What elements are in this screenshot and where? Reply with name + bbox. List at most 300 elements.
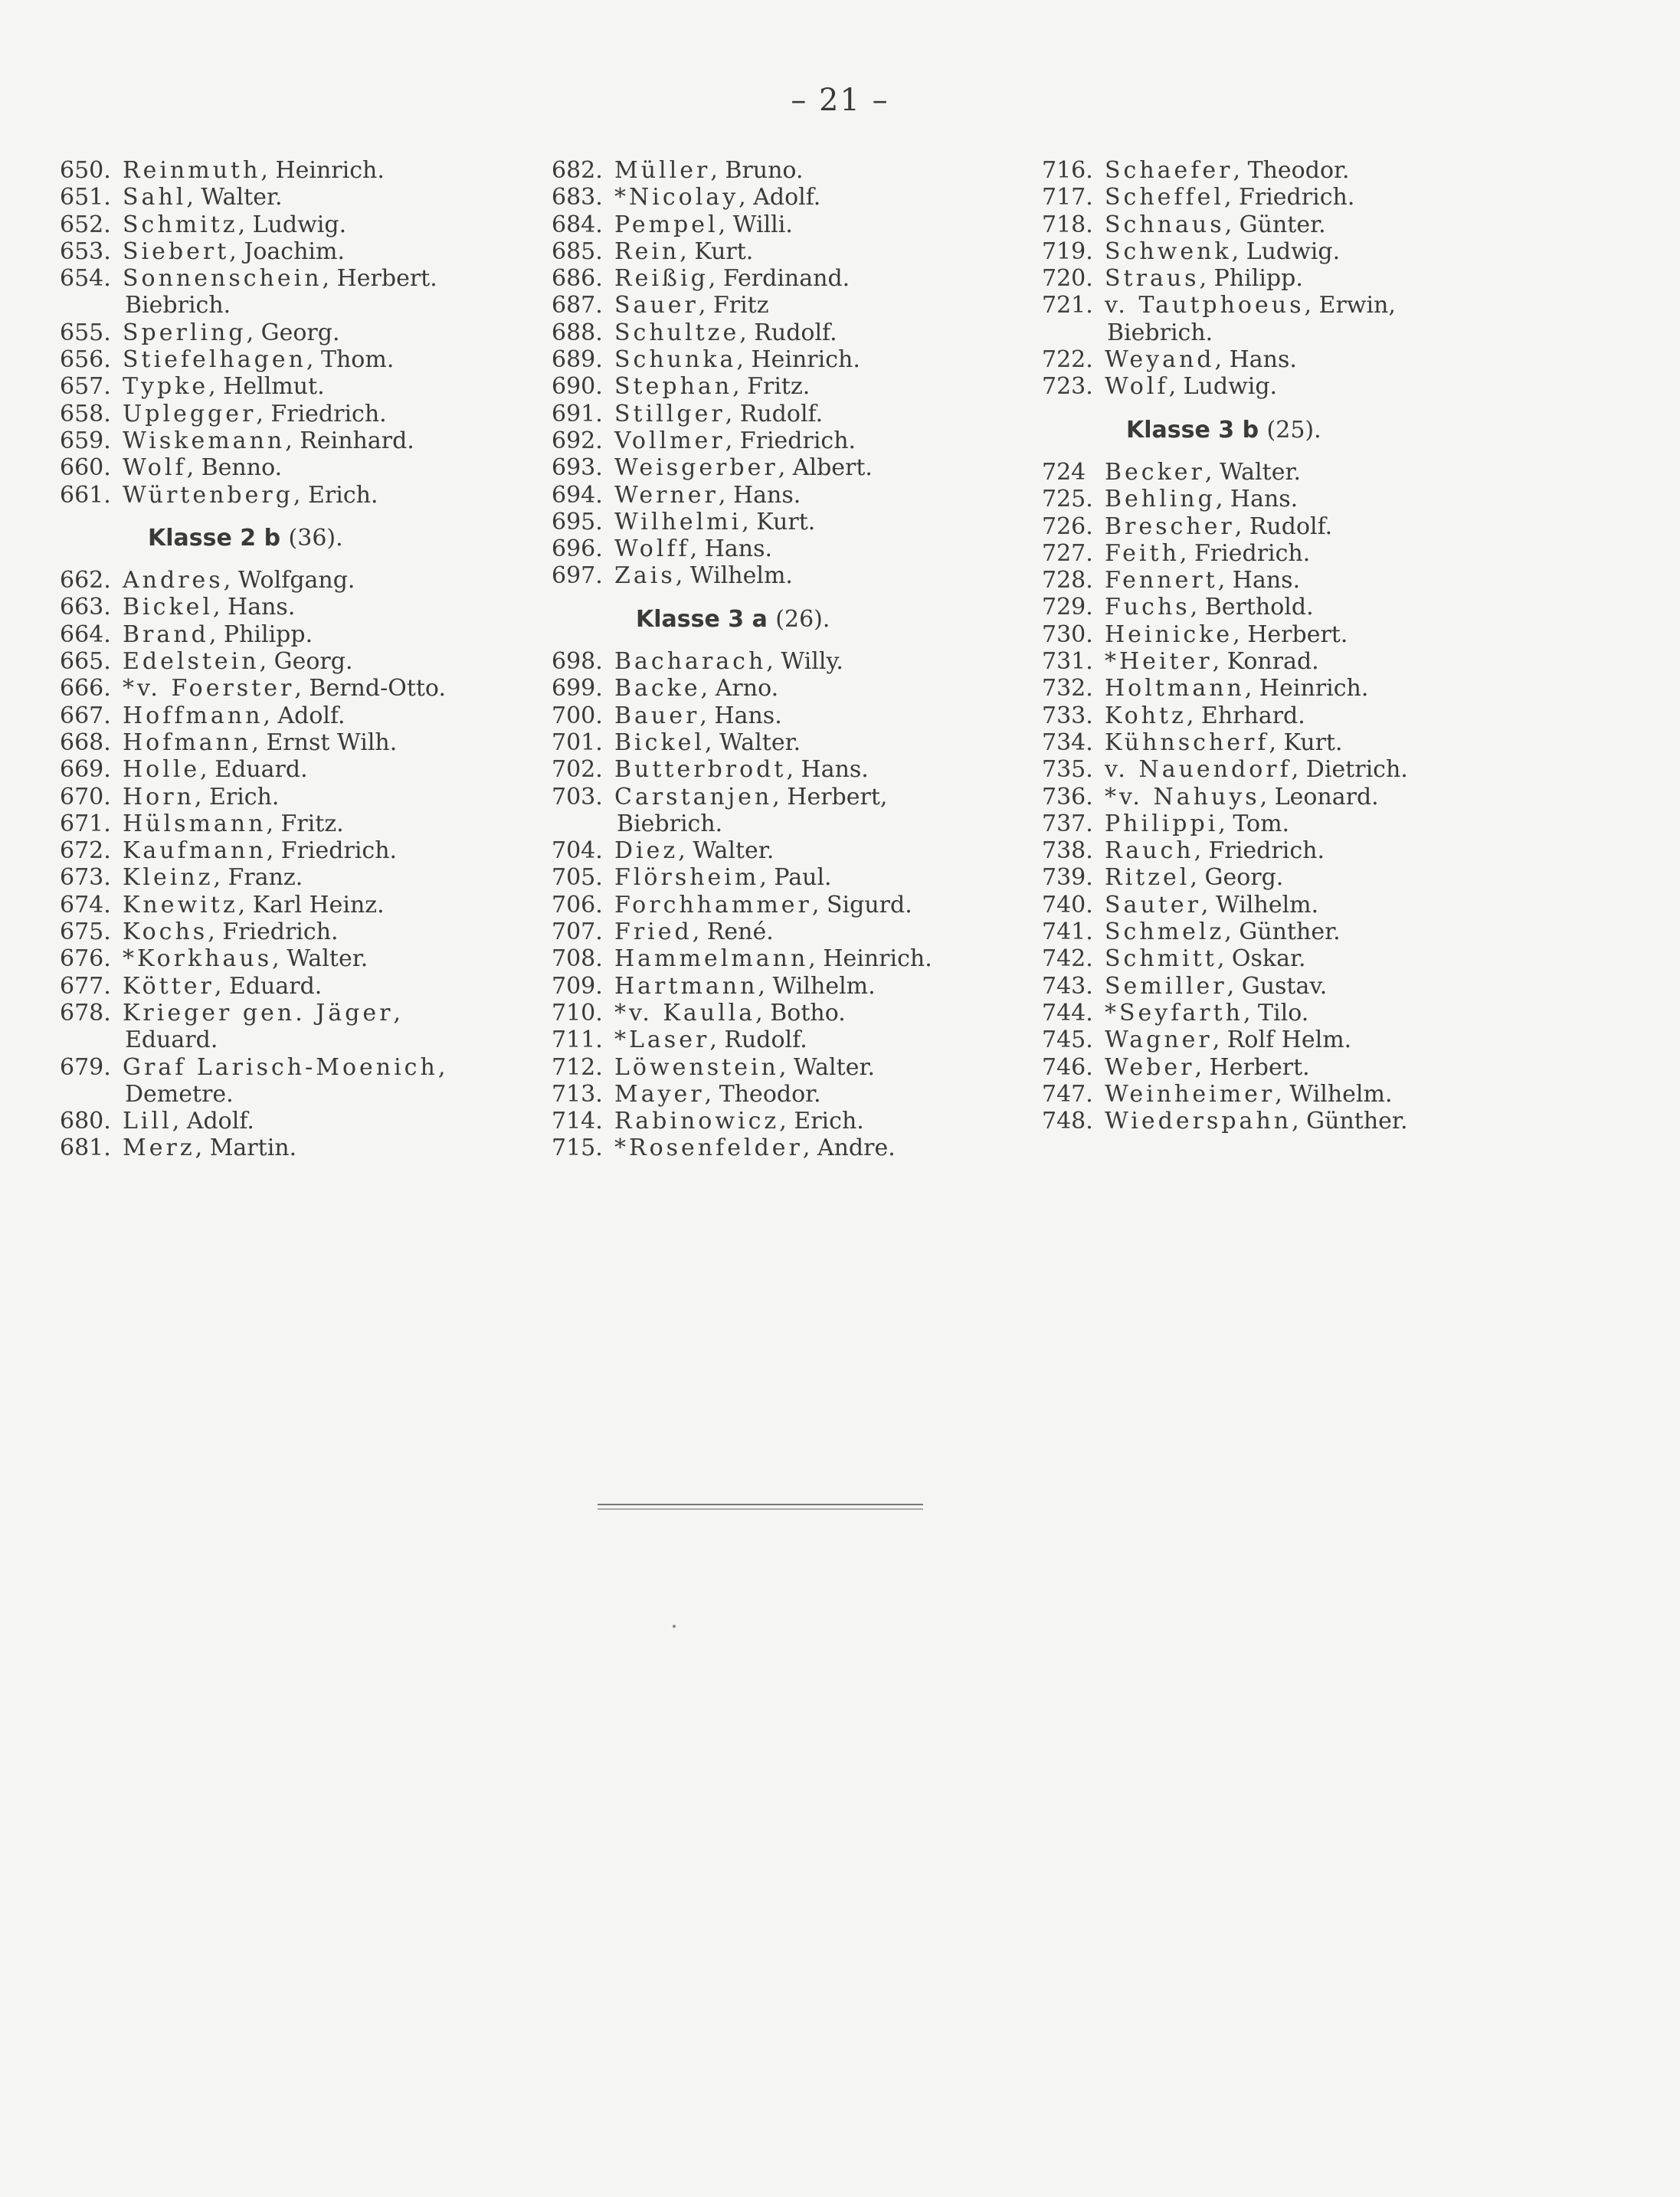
entry-given-name: , Tom. xyxy=(1218,810,1290,837)
entry-surname: Wiederspahn xyxy=(1105,1108,1292,1135)
entry-number: 744. xyxy=(1042,999,1093,1026)
entry-surname: Lill xyxy=(123,1108,172,1135)
entry-surname: Merz xyxy=(123,1135,195,1162)
list-item xyxy=(552,864,932,891)
class-heading xyxy=(1042,417,1408,444)
entry-surname: Typke xyxy=(123,373,209,401)
entry-number: 732. xyxy=(1042,675,1093,702)
list-item xyxy=(60,837,446,864)
entry-surname: Hartmann xyxy=(614,972,758,1000)
list-item xyxy=(552,892,932,918)
list-item xyxy=(1042,459,1408,486)
list-item xyxy=(60,675,446,702)
entry-given-name: , Hans. xyxy=(718,481,801,509)
entry-given-name: , Leonard. xyxy=(1259,783,1379,810)
entry-given-name: , Günther. xyxy=(1292,1108,1408,1135)
list-item xyxy=(1042,567,1408,594)
entry-number: 677. xyxy=(60,972,111,1000)
entry-surname: Philippi xyxy=(1105,810,1219,837)
entry-given-name: , Friedrich. xyxy=(256,400,387,427)
entry-given-name: , Heinrich. xyxy=(736,346,860,374)
entry-number: 664. xyxy=(60,620,111,648)
list-item xyxy=(60,373,446,400)
list-item xyxy=(552,837,932,864)
class-heading-title: Klasse 3 b xyxy=(1126,416,1259,444)
entry-number: 658. xyxy=(60,400,111,427)
entry-surname: Bickel xyxy=(614,729,705,756)
list-item xyxy=(552,346,932,373)
entry-given-name: , Theodor. xyxy=(704,1080,821,1108)
entry-surname: Kötter xyxy=(123,972,215,1000)
entry-surname: Fried xyxy=(614,918,693,946)
entry-number: 665. xyxy=(60,648,111,676)
entry-given-name: , Karl Heinz. xyxy=(237,891,385,918)
entry-given-name: , Franz. xyxy=(213,864,303,892)
entry-given-name: , Reinhard. xyxy=(285,427,414,454)
entry-surname: *v. Nahuys xyxy=(1105,783,1260,810)
entry-given-name: , Adolf. xyxy=(738,184,821,211)
list-item xyxy=(1042,1000,1408,1026)
entry-surname: Sonnenschein xyxy=(123,265,323,293)
entry-number: 740. xyxy=(1042,891,1093,918)
entry-given-name: , Friedrich. xyxy=(1223,184,1355,211)
entry-given-name: , Ferdinand. xyxy=(708,265,850,293)
entry-number: 718. xyxy=(1042,211,1093,238)
entry-surname: Brand xyxy=(123,620,209,648)
entry-given-name: , Kurt. xyxy=(1269,729,1343,756)
entry-number: 656. xyxy=(60,346,111,374)
entry-surname: Wolf xyxy=(1105,373,1169,401)
entry-given-name: , Wilhelm. xyxy=(1275,1080,1393,1108)
entry-given-name: , Ludwig. xyxy=(1168,373,1278,401)
entry-number: 669. xyxy=(60,756,111,784)
entry-surname: Bickel xyxy=(123,594,213,621)
entry-surname: Holtmann xyxy=(1105,675,1245,702)
entry-surname: Stephan xyxy=(614,373,733,401)
list-item xyxy=(60,157,446,184)
entry-number: 715. xyxy=(552,1135,603,1162)
list-item xyxy=(60,567,446,594)
entry-given-name: , Thom. xyxy=(306,346,395,374)
entry-given-name: , Albert. xyxy=(778,454,873,482)
entry-number: 651. xyxy=(60,184,111,211)
entry-given-name: , Sigurd. xyxy=(811,891,912,918)
list-item xyxy=(1042,1054,1408,1081)
list-item xyxy=(552,1108,932,1135)
entry-number: 733. xyxy=(1042,702,1093,729)
entry-surname: Weisgerber xyxy=(614,454,778,482)
entry-surname: *Laser xyxy=(614,1026,710,1054)
entry-number: 662. xyxy=(60,567,111,594)
entry-given-name: , Herbert, xyxy=(772,783,888,810)
entry-number: 681. xyxy=(60,1135,111,1162)
list-item xyxy=(60,810,446,837)
entry-number: 698. xyxy=(552,648,603,676)
entry-number: 699. xyxy=(552,675,603,702)
entry-surname: Graf Larisch-Moenich xyxy=(123,1053,438,1081)
entry-number: 745. xyxy=(1042,1026,1093,1054)
entry-number: 706. xyxy=(552,891,603,918)
entry-number: 734. xyxy=(1042,729,1093,756)
entry-surname: Weber xyxy=(1105,1053,1195,1081)
list-item xyxy=(1042,756,1408,783)
list-item xyxy=(552,292,932,319)
class-heading-count: (36). xyxy=(288,524,343,552)
entry-given-name: , Wolfgang. xyxy=(223,567,355,594)
entry-number: 721. xyxy=(1042,292,1093,319)
list-item xyxy=(1042,648,1408,675)
entry-number: 660. xyxy=(60,454,111,482)
entry-surname: Schultze xyxy=(614,319,740,346)
entry-surname: Flörsheim xyxy=(614,864,760,892)
list-item xyxy=(60,238,446,265)
entry-number: 683. xyxy=(552,184,603,211)
entry-number: 717. xyxy=(1042,184,1093,211)
entry-number: 747. xyxy=(1042,1080,1093,1108)
entry-given-name: , Tilo. xyxy=(1243,999,1309,1026)
entry-number: 678. xyxy=(60,999,111,1026)
list-item xyxy=(552,427,932,454)
list-item xyxy=(60,973,446,1000)
entry-given-name: , Hans. xyxy=(786,756,869,784)
entry-given-name: , Georg. xyxy=(246,319,340,346)
entry-surname: Wagner xyxy=(1105,1026,1213,1054)
entry-given-name: , René. xyxy=(692,918,774,946)
list-item xyxy=(1042,265,1408,292)
entry-number: 697. xyxy=(552,562,603,590)
entry-number: 690. xyxy=(552,373,603,401)
entry-surname: *Nicolay xyxy=(614,184,739,211)
entry-given-name: , Martin. xyxy=(195,1135,297,1162)
entry-number: 652. xyxy=(60,211,111,238)
entry-surname: *v. Kaulla xyxy=(614,999,756,1026)
column-2 xyxy=(552,157,932,1162)
list-item xyxy=(60,346,446,373)
entry-given-name: , Walter. xyxy=(1204,458,1302,486)
entry-number: 743. xyxy=(1042,972,1093,1000)
entry-given-name: , Wilhelm. xyxy=(1200,891,1319,918)
entry-surname: Mayer xyxy=(614,1080,705,1108)
class-heading xyxy=(60,525,446,552)
list-item xyxy=(552,1054,932,1081)
entry-given-name: , Benno. xyxy=(186,454,283,482)
entry-number: 724 xyxy=(1042,458,1086,486)
entry-surname: Scheffel xyxy=(1105,184,1224,211)
list-item xyxy=(1042,837,1408,864)
entry-continuation: Demetre. xyxy=(125,1080,234,1108)
entry-number: 736. xyxy=(1042,783,1093,810)
entry-surname: Edelstein xyxy=(123,648,260,676)
entry-surname: Hoffmann xyxy=(123,702,264,729)
entry-surname: Becker xyxy=(1105,458,1205,486)
entry-number: 729. xyxy=(1042,594,1093,621)
entry-given-name: , Hans. xyxy=(699,702,782,729)
entry-given-name: , Willy. xyxy=(766,648,843,676)
list-item xyxy=(552,729,932,756)
list-item xyxy=(552,238,932,265)
entry-surname: Bacharach xyxy=(614,648,767,676)
list-item xyxy=(1042,702,1408,729)
entry-surname: Krieger gen. Jäger xyxy=(123,999,394,1026)
entry-number: 716. xyxy=(1042,157,1093,184)
entry-given-name: , Fritz. xyxy=(266,810,344,837)
entry-number: 657. xyxy=(60,373,111,401)
entry-surname: Kaufmann xyxy=(123,837,267,865)
entry-number: 707. xyxy=(552,918,603,946)
entry-given-name: , Rolf Helm. xyxy=(1212,1026,1352,1054)
entry-surname: Rein xyxy=(614,237,680,265)
entry-surname: Backe xyxy=(614,675,701,702)
entry-surname: Schmitt xyxy=(1105,945,1217,973)
list-item xyxy=(552,945,932,972)
entry-given-name: , xyxy=(393,999,401,1026)
entry-surname: Schwenk xyxy=(1105,237,1232,265)
entry-surname: Schnaus xyxy=(1105,211,1225,238)
entry-number: 703. xyxy=(552,783,603,810)
entry-given-name: , Fritz xyxy=(698,292,769,319)
entry-number: 661. xyxy=(60,481,111,509)
entry-surname: *Rosenfelder xyxy=(614,1135,803,1162)
entry-given-name: , Willi. xyxy=(718,211,793,238)
entry-given-name: , Ernst Wilh. xyxy=(251,729,398,756)
entry-surname: Wolf xyxy=(123,454,187,482)
entry-given-name: , Friedrich. xyxy=(266,837,398,865)
entry-surname: Hofmann xyxy=(123,729,252,756)
entry-given-name: , Hellmut. xyxy=(208,373,325,401)
entry-number: 654. xyxy=(60,265,111,293)
entry-number: 682. xyxy=(552,157,603,184)
list-item xyxy=(60,918,446,945)
entry-given-name: , Ludwig. xyxy=(237,211,347,238)
entry-given-name: , xyxy=(437,1053,446,1081)
entry-number: 723. xyxy=(1042,373,1093,401)
list-item xyxy=(60,211,446,238)
entry-surname: Holle xyxy=(123,756,201,784)
entry-continuation: Eduard. xyxy=(125,1026,218,1054)
entry-number: 748. xyxy=(1042,1108,1093,1135)
entry-number: 670. xyxy=(60,783,111,810)
entry-given-name: , Rudolf. xyxy=(1234,512,1333,540)
entry-given-name: , Adolf. xyxy=(172,1108,254,1135)
entry-given-name: , Heinrich. xyxy=(808,945,932,973)
page-number: – 21 – xyxy=(791,83,889,118)
list-item xyxy=(60,427,446,454)
entry-surname: Knewitz xyxy=(123,891,238,918)
entry-given-name: , Joachim. xyxy=(229,237,345,265)
entry-given-name: , Oskar. xyxy=(1217,945,1306,973)
entry-given-name: , Rudolf. xyxy=(725,400,824,427)
entry-given-name: , Arno. xyxy=(700,675,779,702)
entry-number: 674. xyxy=(60,891,111,918)
entry-surname: Wolff xyxy=(614,535,690,563)
entry-number: 710. xyxy=(552,999,603,1026)
entry-surname: Sperling xyxy=(123,319,247,346)
entry-given-name: , Günther. xyxy=(1224,918,1341,946)
list-item xyxy=(60,621,446,648)
list-item xyxy=(60,1108,446,1135)
list-item xyxy=(552,1026,932,1053)
entry-surname: Schaefer xyxy=(1105,157,1233,184)
entry-surname: v. Tautphoeus xyxy=(1105,292,1305,319)
entry-surname: Pempel xyxy=(614,211,719,238)
class-heading xyxy=(552,606,932,633)
entry-given-name: , Walter. xyxy=(186,184,283,211)
entry-surname: Uplegger xyxy=(123,400,257,427)
list-item xyxy=(552,401,932,427)
entry-surname: *v. Foerster xyxy=(123,675,295,702)
entry-given-name: , Hans. xyxy=(1217,567,1301,594)
entry-given-name: , Heinrich. xyxy=(260,157,385,184)
entry-surname: Weinheimer xyxy=(1105,1080,1276,1108)
list-item xyxy=(60,319,446,346)
entry-number: 728. xyxy=(1042,567,1093,594)
list-item xyxy=(1042,157,1408,184)
entry-surname: Siebert xyxy=(123,237,230,265)
list-item xyxy=(60,864,446,891)
entry-number: 696. xyxy=(552,535,603,563)
entry-surname: Fennert xyxy=(1105,567,1218,594)
list-item xyxy=(1042,973,1408,1000)
entry-given-name: , Hans. xyxy=(1215,486,1298,513)
entry-continuation: Biebrich. xyxy=(1107,319,1213,346)
entry-number: 693. xyxy=(552,454,603,482)
list-item xyxy=(1042,373,1408,400)
entry-number: 667. xyxy=(60,702,111,729)
entry-surname: Kohtz xyxy=(1105,702,1187,729)
list-item xyxy=(1042,540,1408,567)
entry-number: 701. xyxy=(552,729,603,756)
entry-number: 730. xyxy=(1042,620,1093,648)
entry-surname: Carstanjen xyxy=(614,783,773,810)
entry-number: 694. xyxy=(552,481,603,509)
entry-number: 685. xyxy=(552,237,603,265)
entry-given-name: , Georg. xyxy=(1190,864,1284,892)
list-item xyxy=(1042,184,1408,211)
entry-surname: v. Nauendorf xyxy=(1105,756,1292,784)
entry-number: 686. xyxy=(552,265,603,293)
entry-number: 668. xyxy=(60,729,111,756)
entry-surname: Hülsmann xyxy=(123,810,267,837)
list-item xyxy=(1042,238,1408,265)
list-item xyxy=(60,1135,446,1161)
entry-surname: Butterbrodt xyxy=(614,756,787,784)
entry-number: 741. xyxy=(1042,918,1093,946)
entry-number: 708. xyxy=(552,945,603,973)
entry-number: 739. xyxy=(1042,864,1093,892)
entry-surname: Löwenstein xyxy=(614,1053,779,1081)
list-item xyxy=(1042,594,1408,620)
list-item xyxy=(1042,729,1408,756)
entry-given-name: , Fritz. xyxy=(732,373,811,401)
entry-given-name: , Walter. xyxy=(778,1053,876,1081)
entry-given-name: , Philipp. xyxy=(208,620,313,648)
entry-continuation: Biebrich. xyxy=(125,292,231,319)
entry-surname: Sauter xyxy=(1105,891,1201,918)
entry-surname: Kochs xyxy=(123,918,208,946)
entry-given-name: , Adolf. xyxy=(263,702,345,729)
entry-number: 679. xyxy=(60,1053,111,1081)
entry-surname: Weyand xyxy=(1105,346,1215,374)
entry-given-name: , Wilhelm. xyxy=(675,562,793,590)
entry-given-name: , Kurt. xyxy=(742,508,816,535)
entry-surname: Semiller xyxy=(1105,972,1227,1000)
entry-number: 680. xyxy=(60,1108,111,1135)
entry-given-name: , Walter. xyxy=(272,945,368,973)
entry-given-name: , Friedrich. xyxy=(1194,837,1325,865)
entry-surname: Forchhammer xyxy=(614,891,812,918)
entry-given-name: , Eduard. xyxy=(214,972,323,1000)
entry-number: 659. xyxy=(60,427,111,454)
list-item xyxy=(60,784,446,810)
list-item xyxy=(1042,486,1408,512)
list-item xyxy=(552,918,932,945)
list-item xyxy=(1042,211,1408,238)
entry-surname: Stiefelhagen xyxy=(123,346,306,374)
list-item xyxy=(60,648,446,675)
entry-given-name: , Philipp. xyxy=(1199,265,1303,293)
list-item xyxy=(1042,864,1408,891)
double-rule-divider xyxy=(598,1504,923,1510)
entry-given-name: , Wilhelm. xyxy=(758,972,876,1000)
entry-given-name: , Friedrich. xyxy=(208,918,339,946)
entry-number: 663. xyxy=(60,594,111,621)
entry-surname: Schmelz xyxy=(1105,918,1225,946)
entry-surname: Feith xyxy=(1105,539,1180,567)
entry-number: 709. xyxy=(552,972,603,1000)
entry-number: 691. xyxy=(552,400,603,427)
entry-surname: Behling xyxy=(1105,486,1216,513)
entry-surname: Rabinowicz xyxy=(614,1108,780,1135)
list-item xyxy=(60,756,446,783)
entry-given-name: , Rudolf. xyxy=(709,1026,807,1054)
list-item xyxy=(552,756,932,783)
entry-number: 702. xyxy=(552,756,603,784)
entry-number: 671. xyxy=(60,810,111,837)
entry-given-name: , Herbert. xyxy=(1194,1053,1310,1081)
entry-surname: Andres xyxy=(123,567,224,594)
list-item xyxy=(60,729,446,756)
entry-number: 687. xyxy=(552,292,603,319)
entry-number: 705. xyxy=(552,864,603,892)
list-item xyxy=(552,265,932,292)
entry-given-name: , Walter. xyxy=(678,837,775,865)
entry-number: 704. xyxy=(552,837,603,865)
entry-number: 742. xyxy=(1042,945,1093,973)
class-heading-count: (26). xyxy=(775,605,830,633)
entry-number: 673. xyxy=(60,864,111,892)
list-item xyxy=(552,1081,932,1108)
entry-number: 700. xyxy=(552,702,603,729)
entry-surname: Diez xyxy=(614,837,679,865)
entry-given-name: , Ludwig. xyxy=(1231,237,1341,265)
entry-number: 737. xyxy=(1042,810,1093,837)
entry-number: 725. xyxy=(1042,486,1093,513)
entry-surname: Hammelmann xyxy=(614,945,809,973)
entry-surname: Wilhelmi xyxy=(614,508,742,535)
entry-given-name: , Ehrhard. xyxy=(1186,702,1305,729)
entry-given-name: , Hans. xyxy=(1214,346,1297,374)
entry-given-name: , Eduard. xyxy=(200,756,308,784)
entry-number: 711. xyxy=(552,1026,603,1054)
entry-given-name: , Georg. xyxy=(259,648,353,676)
entry-given-name: , Bruno. xyxy=(710,157,804,184)
entry-surname: Schunka xyxy=(614,346,737,374)
list-item xyxy=(60,594,446,620)
entry-surname: Würtenberg xyxy=(123,481,293,509)
list-item xyxy=(1042,810,1408,837)
list-item xyxy=(60,482,446,509)
entry-given-name: , Hans. xyxy=(689,535,773,563)
